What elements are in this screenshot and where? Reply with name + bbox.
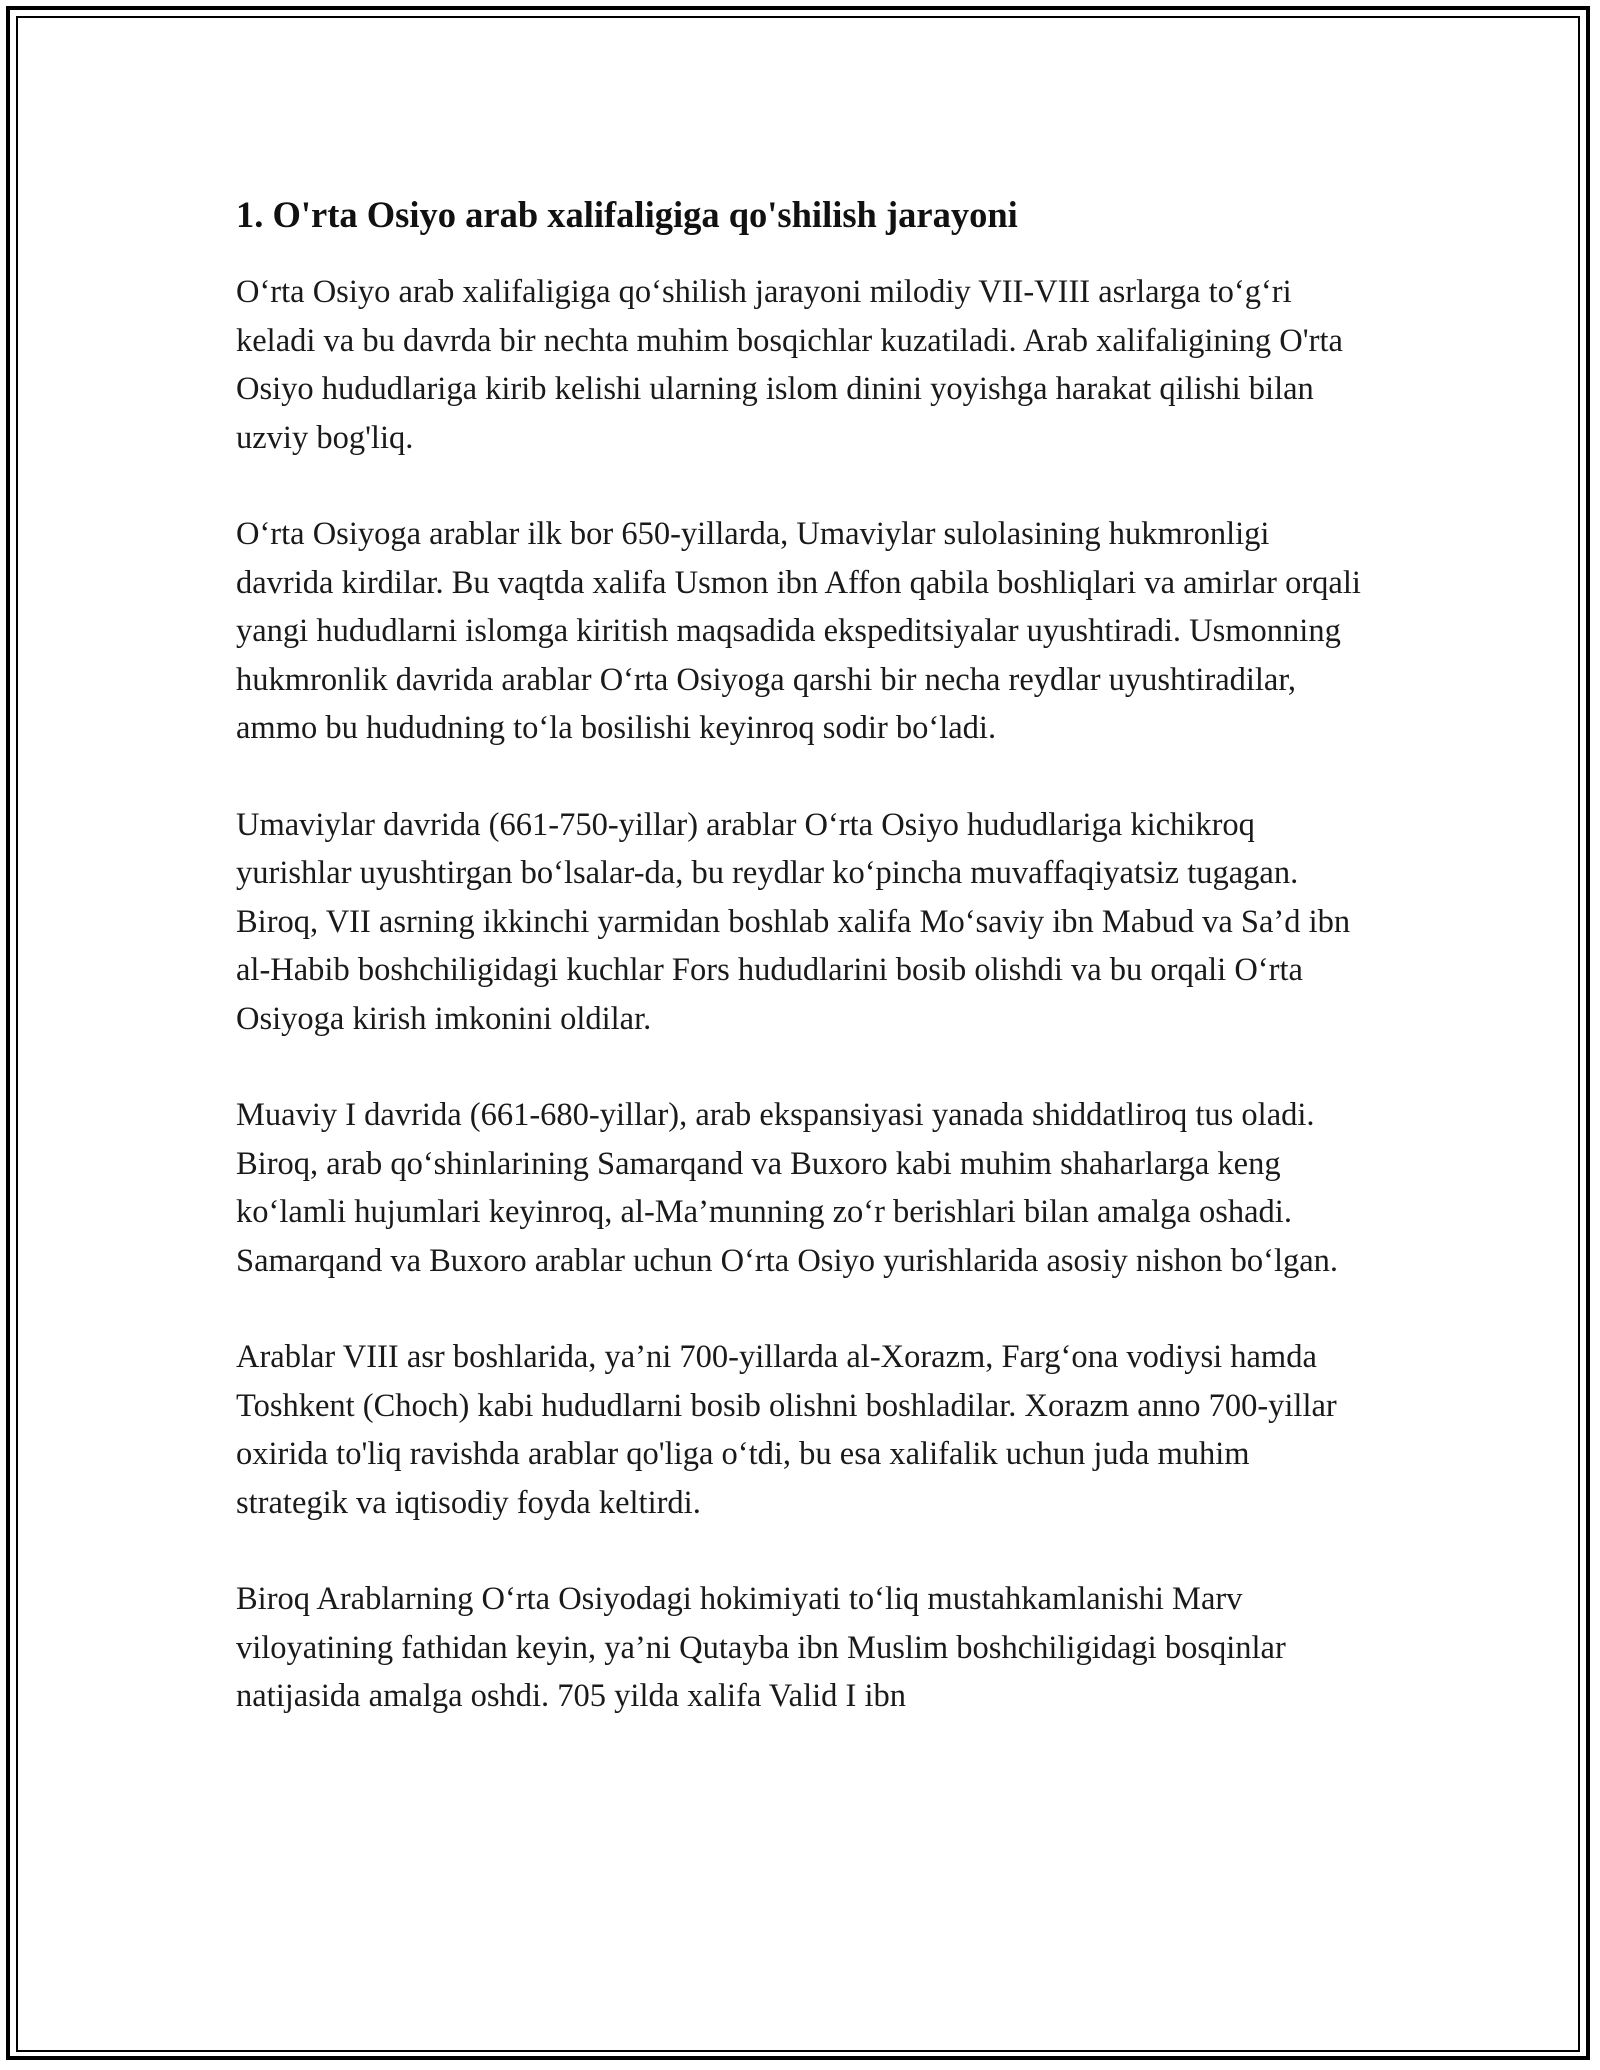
paragraph-1: Oʻrta Osiyo arab xalifaligiga qoʻshilish jarayoni milodiy VII-VIII asrlarga toʻgʻri keladi va bu davrda bir nechta muhim bosqichlar kuzatiladi. Arab xalifaligining O'rta Osiyo hududlariga kirib kelishi ularning islom dinini yoyishga harakat qilishi bilan uzviy bog'liq. bbox=[236, 274, 1343, 456]
paragraph-5: Arablar VIII asr boshlarida, ya’ni 700-yillarda al-Xorazm, Fargʻona vodiysi hamda Toshkent (Choch) kabi hududlarni bosib olishni boshladilar. Xorazm anno 700-yillar oxirida to'liq ravishda arablar qo'liga oʻtdi, bu esa xalifalik uchun juda muhim strategik va iqtisodiy foyda keltirdi. bbox=[236, 1339, 1337, 1521]
paragraph-2: Oʻrta Osiyoga arablar ilk bor 650-yillarda, Umaviylar sulolasining hukmronligi davrida kirdilar. Bu vaqtda xalifa Usmon ibn Affon qabila boshliqlari va amirlar orqali yangi hududlarni islomga kiritish maqsadida ekspeditsiyalar uyushtiradi. Usmonning hukmronlik davrida arablar Oʻrta Osiyoga qarshi bir necha reydlar uyushtiradilar, ammo bu hududning toʻla bosilishi keyinroq sodir boʻladi. bbox=[236, 516, 1361, 746]
paragraph-4: Muaviy I davrida (661-680-yillar), arab ekspansiyasi yanada shiddatliroq tus oladi. Biroq, arab qoʻshinlarining Samarqand va Buxoro kabi muhim shaharlarga keng koʻlamli hujumlari keyinroq, al-Ma’munning zoʻr berishlari bilan amalga oshadi. Samarqand va Buxoro arablar uchun Oʻrta Osiyo yurishlarida asosiy nishon boʻlgan. bbox=[236, 1097, 1339, 1279]
document-body bbox=[236, 186, 1366, 1769]
paragraph-3: Umaviylar davrida (661-750-yillar) arablar Oʻrta Osiyo hududlariga kichikroq yurishlar uyushtirgan boʻlsalar-da, bu reydlar koʻpincha muvaffaqiyatsiz tugagan. Biroq, VII asrning ikkinchi yarmidan boshlab xalifa Moʻsaviy ibn Mabud va Sa’d ibn al-Habib boshchiligidagi kuchlar Fors hududlarini bosib olishdi va bu orqali Oʻrta Osiyoga kirish imkonini oldilar. bbox=[236, 806, 1351, 1037]
section-heading: 1. O'rta Osiyo arab xalifaligiga qo'shilish jarayoni bbox=[236, 194, 1018, 235]
paragraph-6: Biroq Arablarning Oʻrta Osiyodagi hokimiyati toʻliq mustahkamlanishi Marv viloyatining fathidan keyin, ya’ni Qutayba ibn Muslim boshchiligidagi bosqinlar natijasida amalga oshdi. 705 yilda xalifa Valid I ibn bbox=[236, 1581, 1286, 1714]
